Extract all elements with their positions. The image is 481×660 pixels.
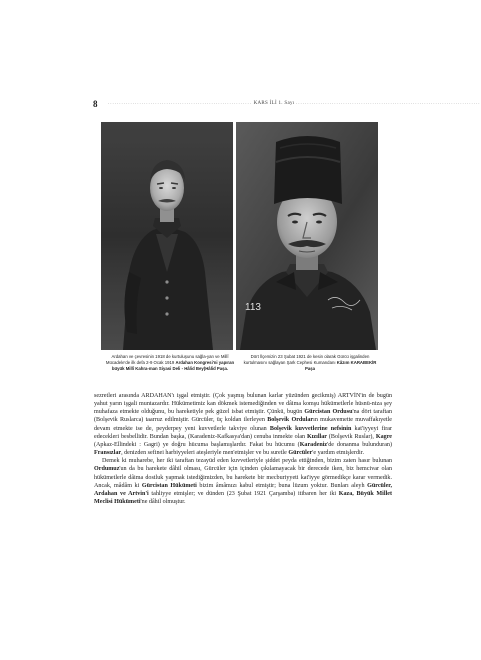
caption-left-bold: Ardahan Kongresi'ni yapıran büyük Millî Kahra-man Siyasi Deli - Hâlid Bey(Hâlid Paşa.	[111, 360, 235, 372]
portrait-photo-halid-pasha	[101, 122, 233, 350]
caption-left-text: Ardahan ve çevresinin 1918 de kurtuluşunu sağla-yan ve Millî Mücadele'de ilk defa 2-9 Ocak 1919	[105, 354, 229, 366]
running-title: KARS İLİ 1. Sayı	[253, 101, 295, 106]
photo-inscription: 113	[245, 302, 261, 313]
body-paragraph-1: sezretleri arasında ARDAHAN'ı işgal etmiştir. (Çok yaşmış bulunan karlar yüzünden gecikmiş) ARTVİN'in de bugün yahut yarın işgali muntazardır. Hükümetimiz kan dökmek istemediğinden ve dâima komşu hükümetlerle hüsnü-niza şey muhafaza etmekte olduğunu, bu hareketiyle pek güzel isbat etmiştir. Çünkü, bugün Gürcistan Ordusu'na dört taraftan (Bolşevik Ruslarca) taarruz edilmiştir. Gürcüler, üç koldan ilerleyen Bolşevik Orduların mukavemette muvaffakıyetle devam etmekte ise de, peyderpey yeni kuvvetlerle takviye olunan Bolşevik kuvvetlerine nefsinin kat'iyyeyi firar edecekleri besbellidir. Bundan başka, (Karadeniz-Kafkasya'dan) cenuba inmekte olan Kızıllar (Bolşevik Ruslar), Kagre (Apkaz-Ellindeki : Gagri) ye doğru hücuma başlamışlardır. Fakat bu hücumu (Karadeniz'de donanma bulunduran) Fransızlar, denizden sefinei harbiyyeleri ateşleriyle men'etmişler ve bu suretle Gürcüler'e yardım etmişlerdir.	[94, 393, 393, 457]
portrait-photo-kazim-karabekir	[236, 122, 378, 350]
body-paragraph-2: Demek ki muharebe, her iki taraftan tezayüd eden kuvvetleriyle şiddet peyda ettiğinden, bizim zaten hasır bulunan Ordumuz'un da bu harekete dâhil olması, Gürcüler için içinden çıkılamayacak bir derecede iken, biz hemcivar olan hükümetlerle dâima dostluk yapmak istediğimizden, bu harekete bir mecburiyyeti kat'iyye görmedikçe karar vermedik. Ancak, mâdâm ki Gürcistan Hükümeti bizim âmâmızı kabul etmiştir; buna lüzum yoktur. Bunları aleyh Gürcüler, Ardahan ve Artvin'i tahliyye etmişler; ve dünden (23 Şubat 1921 Çarşamba) itibaren her iki Kaza, Büyük Millet Meclisi Hükümeti'ne dâhil olmuştur.	[94, 458, 392, 506]
caption-right-text: Dört İlçemizin 23 Şubat 1921 de kesin olarak Gürcü işgalinden kurtulmasını sağlayan Şark Cephesi Kumandanı	[243, 354, 370, 366]
caption-right-bold: Kâzım KARABEKİR Paşa	[304, 360, 377, 372]
photo-caption-right	[240, 354, 380, 373]
running-header: ................................................................ KARS İLİ 1. Sayı ..................................................................................	[108, 101, 481, 106]
photo-caption-left	[100, 354, 240, 373]
article-body	[94, 392, 392, 506]
page-number: 8	[93, 99, 98, 109]
